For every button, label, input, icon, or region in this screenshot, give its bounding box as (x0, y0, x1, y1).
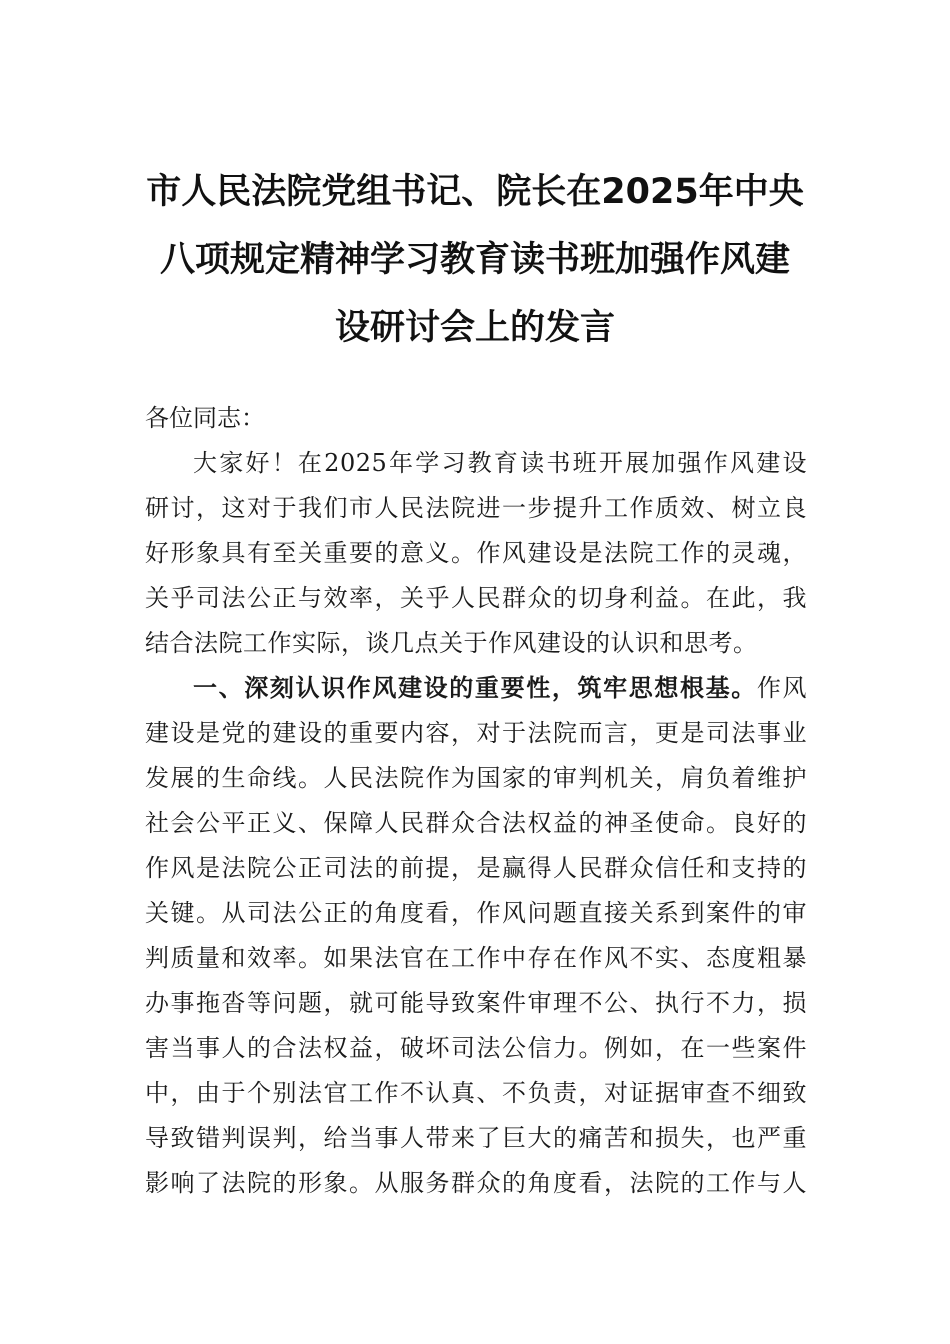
paragraph-line: 害当事人的合法权益，破坏司法公信力。例如，在一些案件 (145, 1034, 807, 1062)
title-line: 设研讨会上的发言 (334, 308, 615, 348)
section-one-paragraph (145, 666, 807, 1206)
paragraph-line: 导致错判误判，给当事人带来了巨大的痛苦和损失，也严重 (145, 1124, 807, 1152)
section-heading-line (145, 666, 807, 711)
paragraph-line: 社会公平正义、保障人民群众合法权益的神圣使命。良好的 (145, 809, 807, 837)
paragraph-line: 建设是党的建设的重要内容，对于法院而言，更是司法事业 (145, 719, 807, 747)
paragraph-line: 关键。从司法公正的角度看，作风问题直接关系到案件的审 (145, 899, 807, 927)
paragraph-line: 判质量和效率。如果法官在工作中存在作风不实、态度粗暴 (145, 944, 807, 972)
paragraph-line: 结合法院工作实际，谈几点关于作风建设的认识和思考。 (145, 629, 758, 657)
opening-paragraph (145, 441, 807, 666)
title-line: 市人民法院党组书记、院长在2025年中央 (146, 172, 804, 212)
document-title (140, 158, 810, 362)
paragraph-line: 研讨，这对于我们市人民法院进一步提升工作质效、树立良 (145, 494, 807, 522)
title-line: 八项规定精神学习教育读书班加强作风建 (159, 240, 790, 280)
paragraph-line: 办事拖沓等问题，就可能导致案件审理不公、执行不力，损 (145, 989, 807, 1017)
paragraph-line: 大家好！在2025年学习教育读书班开展加强作风建设 (193, 449, 807, 477)
paragraph-line: 好形象具有至关重要的意义。作风建设是法院工作的灵魂， (145, 539, 807, 567)
paragraph-line: 中，由于个别法官工作不认真、不负责，对证据审查不细致 (145, 1079, 807, 1107)
section-heading: 一、深刻认识作风建设的重要性，筑牢思想根基。 (193, 674, 757, 702)
paragraph-line: 影响了法院的形象。从服务群众的角度看，法院的工作与人 (145, 1169, 807, 1197)
paragraph-line: 发展的生命线。人民法院作为国家的审判机关，肩负着维护 (145, 764, 807, 792)
document-body (145, 396, 807, 1206)
section-heading-continuation: 作风 (756, 674, 808, 702)
paragraph-line: 关乎司法公正与效率，关乎人民群众的切身利益。在此，我 (145, 584, 807, 612)
paragraph-line: 作风是法院公正司法的前提，是赢得人民群众信任和支持的 (145, 854, 807, 882)
salutation: 各位同志： (145, 404, 265, 432)
